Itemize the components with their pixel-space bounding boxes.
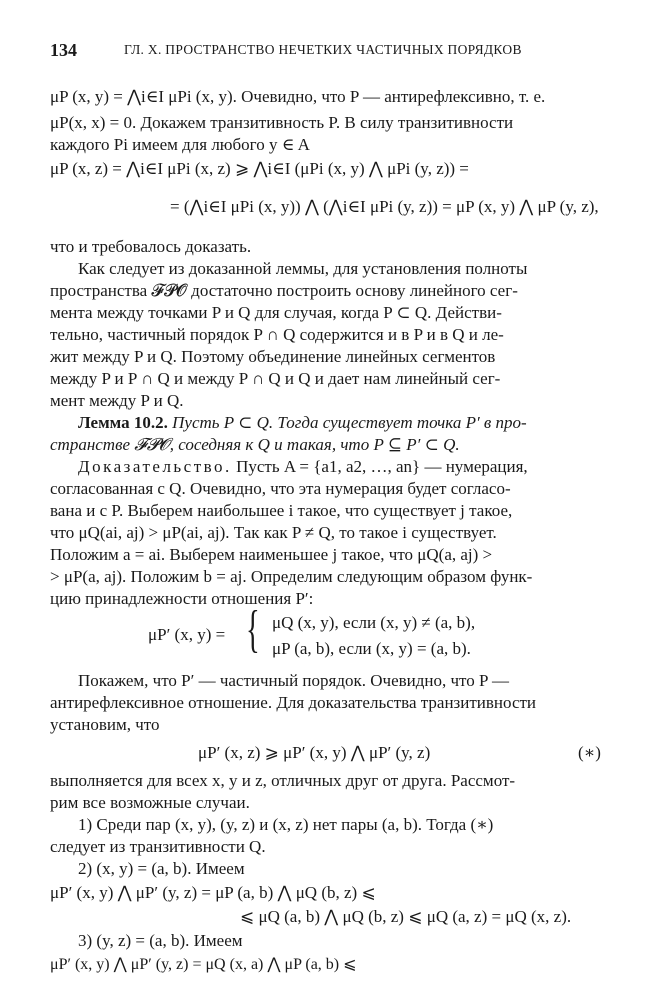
cases-formula (148, 601, 528, 662)
text-line: мента между точками P и Q для случая, когда P ⊂ Q. Действи- (50, 303, 502, 322)
lemma-title: Лемма 10.2. (78, 413, 168, 432)
formula-line: = (⋀i∈I μPi (x, y)) ⋀ (⋀i∈I μPi (y, z)) = μP (x, y) ⋀ μP (y, z), (170, 197, 599, 216)
text-line: между P и P ∩ Q и между P ∩ Q и Q и дает нам линейный сег- (50, 369, 501, 388)
text-line: Положим a = ai. Выберем наименьшее j такое, что μQ(a, aj) > (50, 545, 493, 564)
case-row: μQ (x, y), если (x, y) ≠ (a, b), (272, 613, 476, 632)
page-number: 134 (50, 40, 77, 60)
text-line: > μP(a, aj). Положим b = aj. Определим следующим образом функ- (50, 567, 533, 586)
cases-brace: { (246, 601, 260, 658)
text-line: μP (x, y) = ⋀i∈I μPi (x, y). Очевидно, что P — антирефлексивно, т. е. (50, 87, 546, 106)
text-line: рим все возможные случаи. (50, 793, 250, 812)
text-line: выполняется для всех x, y и z, отличных друг от друга. Рассмот- (50, 771, 516, 790)
lemma-text: Пусть P ⊂ Q. Тогда существует точка P′ в про- (172, 413, 527, 432)
text-line: жит между P и Q. Поэтому объединение линейных сегментов (50, 347, 496, 366)
formula-line: μP′ (x, z) ⩾ μP′ (x, y) ⋀ μP′ (y, z) (198, 743, 431, 762)
text-line: согласованная с Q. Очевидно, что эта нумерация будет согласо- (50, 479, 511, 498)
text-line: 2) (x, y) = (a, b). Имеем (78, 859, 245, 878)
formula-line: μP′ (x, y) ⋀ μP′ (y, z) = μP (a, b) ⋀ μQ (b, z) ⩽ (50, 883, 376, 902)
text-line: вана и с P. Выберем наибольшее i такое, что существует j такое, (50, 501, 513, 520)
text-line: антирефлексивное отношение. Для доказательства транзитивности (50, 693, 537, 712)
proof-text: Пусть A = {a1, a2, …, an} — нумерация, (236, 457, 528, 476)
proof-start (78, 456, 528, 478)
text-line: 1) Среди пар (x, y), (y, z) и (x, z) нет пары (a, b). Тогда (∗) (78, 815, 494, 834)
cases-lhs: μP′ (x, y) = (148, 625, 226, 644)
lemma-text: странстве 𝓕𝓟𝓞, соседняя к Q и такая, что P ⊆ P′ ⊂ Q. (50, 435, 460, 454)
text-line: каждого Pi имеем для любого y ∈ A (50, 135, 310, 154)
case-row: μP (a, b), если (x, y) = (a, b). (272, 639, 471, 658)
proof-label: Доказательство. (78, 457, 232, 476)
formula-line: ⩽ μQ (a, b) ⋀ μQ (b, z) ⩽ μQ (a, z) = μQ (x, z). (240, 907, 572, 926)
running-title: ГЛ. X. ПРОСТРАНСТВО НЕЧЕТКИХ ЧАСТИЧНЫХ ПОРЯДКОВ (124, 42, 522, 57)
formula-line: μP′ (x, y) ⋀ μP′ (y, z) = μQ (x, a) ⋀ μP (a, b) ⩽ (50, 956, 357, 973)
page-header (50, 40, 610, 62)
text-line: цию принадлежности отношения P′: (50, 589, 314, 608)
text-line: мент между P и Q. (50, 391, 184, 410)
text-line: следует из транзитивности Q. (50, 837, 266, 856)
text-line: что и требовалось доказать. (50, 237, 252, 256)
formula-line: μP (x, z) = ⋀i∈I μPi (x, z) ⩾ ⋀i∈I (μPi (x, y) ⋀ μPi (y, z)) = (50, 159, 469, 178)
equation-number: (∗) (578, 743, 601, 762)
text-line: μP(x, x) = 0. Докажем транзитивность P. В силу транзитивности (50, 113, 514, 132)
text-line: Как следует из доказанной леммы, для установления полноты (78, 259, 528, 278)
text-line: что μQ(ai, aj) > μP(ai, aj). Так как P ≠ Q, то такое i существует. (50, 523, 497, 542)
text-line: 3) (y, z) = (a, b). Имеем (78, 931, 243, 950)
text-line: пространства 𝓕𝓟𝓞 достаточно построить основу линейного сег- (50, 281, 518, 300)
text-line: Покажем, что P′ — частичный порядок. Очевидно, что P — (78, 671, 510, 690)
text-line: установим, что (50, 715, 160, 734)
lemma-statement (78, 412, 527, 434)
text-line: тельно, частичный порядок P ∩ Q содержится и в P и в Q и ле- (50, 325, 504, 344)
